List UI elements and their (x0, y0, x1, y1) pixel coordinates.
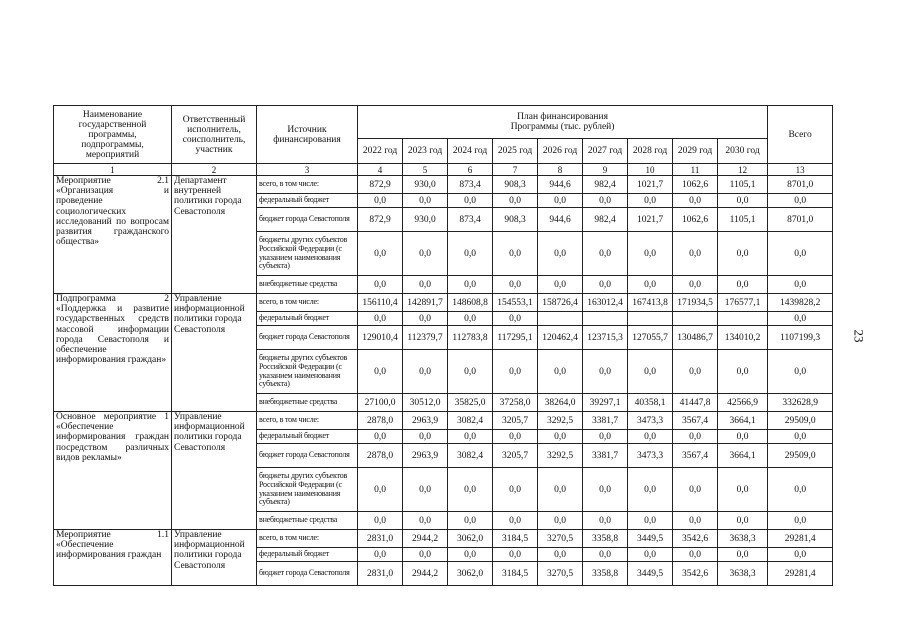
financing-source: внебюджетные средства (257, 276, 358, 294)
responsible-executor: Управление информационной политики города Севастополя (172, 294, 257, 412)
responsible-executor: Департамент внутренней политики города Севастополя (172, 176, 257, 294)
total-value: 29509,0 (768, 412, 833, 430)
year-value: 944,6 (538, 176, 583, 194)
year-value: 35825,0 (448, 394, 493, 412)
year-value: 3184,5 (493, 530, 538, 548)
year-value: 3292,5 (538, 412, 583, 430)
year-value: 0,0 (628, 232, 673, 276)
year-value: 0,0 (538, 512, 583, 530)
total-value: 0,0 (768, 468, 833, 512)
year-value: 3473,3 (628, 412, 673, 430)
year-value: 2878,0 (358, 444, 403, 468)
year-value: 1105,1 (718, 208, 768, 232)
year-value: 3270,5 (538, 562, 583, 586)
year-value: 0,0 (358, 312, 403, 326)
year-value: 167413,8 (628, 294, 673, 312)
year-value: 873,4 (448, 176, 493, 194)
year-value: 873,4 (448, 208, 493, 232)
header-total: Всего (768, 106, 833, 164)
year-value: 0,0 (448, 232, 493, 276)
table-row (54, 530, 833, 548)
year-header: 2024 год (448, 139, 493, 164)
year-value: 0,0 (583, 232, 628, 276)
year-value: 3270,5 (538, 530, 583, 548)
year-value: 0,0 (628, 194, 673, 208)
year-value: 0,0 (583, 512, 628, 530)
year-value: 158726,4 (538, 294, 583, 312)
financing-source: бюджеты других субъектов Российской Федерации (с указанием наименования субъекта) (257, 232, 358, 276)
year-value: 30512,0 (403, 394, 448, 412)
year-value: 0,0 (628, 548, 673, 562)
year-value: 0,0 (583, 548, 628, 562)
column-number: 3 (257, 164, 358, 176)
year-value: 0,0 (628, 512, 673, 530)
financing-source: федеральный бюджет (257, 194, 358, 208)
total-value: 1439828,2 (768, 294, 833, 312)
financing-source: бюджет города Севастополя (257, 562, 358, 586)
total-value: 0,0 (768, 430, 833, 444)
year-value: 3638,3 (718, 530, 768, 548)
column-number: 8 (538, 164, 583, 176)
year-value: 0,0 (448, 276, 493, 294)
header-name: Наименование государственной программы, подпрограммы, мероприятий (54, 106, 172, 164)
year-value: 0,0 (673, 430, 718, 444)
financing-source: бюджеты других субъектов Российской Федерации (с указанием наименования субъекта) (257, 468, 358, 512)
total-value: 0,0 (768, 232, 833, 276)
year-value: 0,0 (448, 430, 493, 444)
year-value: 0,0 (448, 312, 493, 326)
column-number-row (54, 164, 833, 176)
year-header: 2027 год (583, 139, 628, 164)
year-value: 0,0 (628, 468, 673, 512)
year-value: 3449,5 (628, 562, 673, 586)
table-row (54, 412, 833, 430)
year-value: 0,0 (673, 194, 718, 208)
column-number: 4 (358, 164, 403, 176)
year-value: 0,0 (493, 548, 538, 562)
year-value: 3205,7 (493, 412, 538, 430)
year-value (628, 312, 673, 326)
year-value: 0,0 (358, 548, 403, 562)
year-value: 3062,0 (448, 530, 493, 548)
financing-source: бюджет города Севастополя (257, 208, 358, 232)
year-value: 3473,3 (628, 444, 673, 468)
year-value: 0,0 (358, 468, 403, 512)
header-source: Источник финансирования (257, 106, 358, 164)
header-responsible: Ответственный исполнитель, соисполнитель, участник (172, 106, 257, 164)
total-value: 8701,0 (768, 208, 833, 232)
year-value: 1021,7 (628, 208, 673, 232)
year-value: 0,0 (448, 548, 493, 562)
table-header (54, 106, 833, 176)
plan-title-text: План финансирования Программы (тыс. рублей) (510, 112, 615, 132)
financing-source: внебюджетные средства (257, 512, 358, 530)
year-value: 142891,7 (403, 294, 448, 312)
year-value: 982,4 (583, 208, 628, 232)
year-value: 3184,5 (493, 562, 538, 586)
year-value: 3062,0 (448, 562, 493, 586)
year-value: 0,0 (403, 512, 448, 530)
year-value: 148608,8 (448, 294, 493, 312)
column-number: 9 (583, 164, 628, 176)
year-value: 0,0 (358, 232, 403, 276)
total-value: 29509,0 (768, 444, 833, 468)
year-value: 0,0 (583, 194, 628, 208)
year-value: 3664,1 (718, 412, 768, 430)
year-value: 3381,7 (583, 412, 628, 430)
year-value: 2831,0 (358, 530, 403, 548)
year-header: 2026 год (538, 139, 583, 164)
year-value: 123715,3 (583, 326, 628, 350)
year-value: 0,0 (493, 194, 538, 208)
total-value: 29281,4 (768, 530, 833, 548)
financing-source: всего, в том числе: (257, 176, 358, 194)
program-name: Подпрограмма 2 «Поддержка и развитие государственных средств массовой информации города Севастополя и обеспечение информирования граждан» (54, 294, 172, 412)
year-value: 0,0 (583, 276, 628, 294)
year-value: 0,0 (493, 350, 538, 394)
year-header: 2029 год (673, 139, 718, 164)
year-value: 3358,8 (583, 530, 628, 548)
year-value (538, 312, 583, 326)
table-row (54, 176, 833, 194)
year-value: 27100,0 (358, 394, 403, 412)
total-value: 0,0 (768, 512, 833, 530)
year-value: 2831,0 (358, 562, 403, 586)
year-value: 0,0 (403, 548, 448, 562)
year-value: 0,0 (493, 232, 538, 276)
year-value: 872,9 (358, 176, 403, 194)
program-name: Основное мероприятие 1 «Обеспечение информирования граждан посредством различных видов рекламы» (54, 412, 172, 530)
year-value: 2944,2 (403, 562, 448, 586)
program-name: Мероприятие 2.1 «Организация и проведение социологических исследований по вопросам развития гражданского общества» (54, 176, 172, 294)
year-value: 163012,4 (583, 294, 628, 312)
column-number: 1 (54, 164, 172, 176)
year-value: 127055,7 (628, 326, 673, 350)
year-value: 908,3 (493, 208, 538, 232)
year-value: 0,0 (718, 194, 768, 208)
year-value: 39297,1 (583, 394, 628, 412)
financing-source: всего, в том числе: (257, 530, 358, 548)
year-value: 120462,4 (538, 326, 583, 350)
total-value: 0,0 (768, 276, 833, 294)
year-value: 0,0 (628, 276, 673, 294)
total-value: 332628,9 (768, 394, 833, 412)
year-value: 0,0 (673, 276, 718, 294)
responsible-executor: Управление информационной политики города Севастополя (172, 530, 257, 586)
year-value: 0,0 (538, 276, 583, 294)
year-value: 0,0 (403, 232, 448, 276)
year-value: 42566,9 (718, 394, 768, 412)
year-value: 1062,6 (673, 208, 718, 232)
year-value: 3664,1 (718, 444, 768, 468)
year-value: 2944,2 (403, 530, 448, 548)
year-value: 0,0 (538, 430, 583, 444)
year-value: 0,0 (403, 312, 448, 326)
year-header: 2025 год (493, 139, 538, 164)
total-value: 0,0 (768, 312, 833, 326)
year-header: 2023 год (403, 139, 448, 164)
year-value: 930,0 (403, 208, 448, 232)
year-value: 3542,6 (673, 562, 718, 586)
year-value: 0,0 (673, 350, 718, 394)
year-value: 0,0 (718, 232, 768, 276)
program-name: Мероприятие 1.1 «Обеспечение информирования граждан (54, 530, 172, 586)
year-value: 2963,9 (403, 444, 448, 468)
financing-source: всего, в том числе: (257, 294, 358, 312)
year-value: 130486,7 (673, 326, 718, 350)
year-value: 0,0 (358, 512, 403, 530)
total-value: 0,0 (768, 350, 833, 394)
total-value: 0,0 (768, 548, 833, 562)
year-value: 0,0 (583, 430, 628, 444)
year-value: 171934,5 (673, 294, 718, 312)
year-value: 930,0 (403, 176, 448, 194)
total-value: 1107199,3 (768, 326, 833, 350)
column-number: 7 (493, 164, 538, 176)
year-value: 0,0 (718, 350, 768, 394)
column-number: 13 (768, 164, 833, 176)
year-value: 944,6 (538, 208, 583, 232)
year-value: 0,0 (358, 430, 403, 444)
financing-source: федеральный бюджет (257, 312, 358, 326)
year-value: 0,0 (673, 468, 718, 512)
financing-source: бюджеты других субъектов Российской Федерации (с указанием наименования субъекта) (257, 350, 358, 394)
year-value: 0,0 (628, 350, 673, 394)
table-row (54, 294, 833, 312)
year-value: 3567,4 (673, 444, 718, 468)
year-value: 0,0 (583, 468, 628, 512)
year-value: 112379,7 (403, 326, 448, 350)
year-value: 3542,6 (673, 530, 718, 548)
year-value: 0,0 (673, 548, 718, 562)
year-value: 0,0 (403, 276, 448, 294)
year-value: 0,0 (448, 350, 493, 394)
year-value: 0,0 (538, 548, 583, 562)
header-plan-title (358, 106, 768, 139)
year-value: 0,0 (628, 430, 673, 444)
year-value: 0,0 (538, 350, 583, 394)
year-value: 3082,4 (448, 444, 493, 468)
year-value: 0,0 (718, 430, 768, 444)
year-value: 0,0 (403, 430, 448, 444)
year-value: 2878,0 (358, 412, 403, 430)
year-value: 41447,8 (673, 394, 718, 412)
financing-source: бюджет города Севастополя (257, 444, 358, 468)
financing-source: внебюджетные средства (257, 394, 358, 412)
year-value: 0,0 (403, 350, 448, 394)
year-value: 0,0 (358, 194, 403, 208)
year-value: 0,0 (448, 468, 493, 512)
year-value: 37258,0 (493, 394, 538, 412)
year-value: 117295,1 (493, 326, 538, 350)
page-number: 23 (851, 329, 867, 343)
year-value: 3205,7 (493, 444, 538, 468)
year-value: 0,0 (448, 512, 493, 530)
total-value: 0,0 (768, 194, 833, 208)
year-value: 1062,6 (673, 176, 718, 194)
year-value: 134010,2 (718, 326, 768, 350)
year-value: 1021,7 (628, 176, 673, 194)
column-number: 10 (628, 164, 673, 176)
table-body (54, 176, 833, 586)
year-value: 129010,4 (358, 326, 403, 350)
year-value: 0,0 (673, 512, 718, 530)
column-number: 6 (448, 164, 493, 176)
year-value: 0,0 (538, 194, 583, 208)
year-value: 176577,1 (718, 294, 768, 312)
year-value: 3638,3 (718, 562, 768, 586)
year-value: 0,0 (493, 512, 538, 530)
year-header: 2028 год (628, 139, 673, 164)
year-value: 0,0 (493, 276, 538, 294)
column-number: 11 (673, 164, 718, 176)
year-value: 0,0 (538, 232, 583, 276)
year-value: 982,4 (583, 176, 628, 194)
year-value: 0,0 (493, 468, 538, 512)
year-value: 0,0 (718, 512, 768, 530)
year-value: 0,0 (538, 468, 583, 512)
year-value: 0,0 (718, 276, 768, 294)
year-value (718, 312, 768, 326)
year-value: 0,0 (403, 468, 448, 512)
column-number: 5 (403, 164, 448, 176)
total-value: 8701,0 (768, 176, 833, 194)
year-value: 0,0 (493, 312, 538, 326)
financing-table (53, 105, 833, 586)
financing-source: всего, в том числе: (257, 412, 358, 430)
year-header: 2022 год (358, 139, 403, 164)
year-value (583, 312, 628, 326)
year-value: 3082,4 (448, 412, 493, 430)
year-value: 3567,4 (673, 412, 718, 430)
year-value: 3292,5 (538, 444, 583, 468)
year-value: 3358,8 (583, 562, 628, 586)
year-value (673, 312, 718, 326)
year-value: 908,3 (493, 176, 538, 194)
year-value: 2963,9 (403, 412, 448, 430)
year-value: 0,0 (673, 232, 718, 276)
column-number: 2 (172, 164, 257, 176)
year-value: 154553,1 (493, 294, 538, 312)
year-value: 38264,0 (538, 394, 583, 412)
financing-source: бюджет города Севастополя (257, 326, 358, 350)
year-value: 872,9 (358, 208, 403, 232)
year-value: 112783,8 (448, 326, 493, 350)
year-value: 0,0 (583, 350, 628, 394)
year-header: 2030 год (718, 139, 768, 164)
financing-source: федеральный бюджет (257, 430, 358, 444)
column-number: 12 (718, 164, 768, 176)
year-value: 0,0 (448, 194, 493, 208)
responsible-executor: Управление информационной политики города Севастополя (172, 412, 257, 530)
year-value: 0,0 (718, 548, 768, 562)
year-value: 1105,1 (718, 176, 768, 194)
year-value: 0,0 (403, 194, 448, 208)
year-value: 156110,4 (358, 294, 403, 312)
year-value: 0,0 (718, 468, 768, 512)
year-value: 3449,5 (628, 530, 673, 548)
year-value: 0,0 (358, 276, 403, 294)
total-value: 29281,4 (768, 562, 833, 586)
year-value: 0,0 (493, 430, 538, 444)
year-value: 40358,1 (628, 394, 673, 412)
financing-source: федеральный бюджет (257, 548, 358, 562)
year-value: 0,0 (358, 350, 403, 394)
year-value: 3381,7 (583, 444, 628, 468)
